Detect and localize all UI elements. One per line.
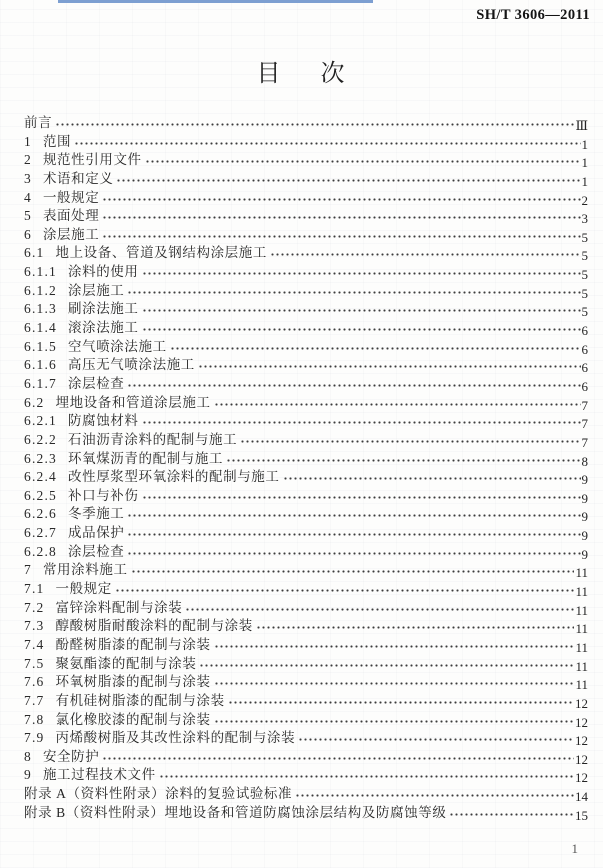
toc-entry-number: 9 [24, 767, 32, 783]
toc-entry-number: 7 [24, 562, 32, 578]
toc-entry-label: 一般规定 [55, 581, 112, 597]
toc-entry-label: 冬季施工 [68, 506, 125, 522]
dot-leader [256, 617, 575, 636]
toc-entry-label: 富锌涂料配制与涂装 [55, 599, 183, 615]
toc-entry-label: 补口与补伤 [68, 487, 139, 503]
toc-entry-page: 5 [581, 285, 588, 301]
dot-leader [298, 729, 574, 748]
dot-leader [228, 692, 574, 711]
toc-entry-page: 9 [581, 490, 588, 506]
toc-entry-page: 11 [575, 584, 588, 600]
toc-entry [24, 711, 588, 730]
toc-entry-number: 6.1.4 [24, 320, 57, 336]
toc-entry-number: 6.1.3 [24, 301, 57, 317]
toc-entry-label: 刷涂法施工 [68, 301, 139, 317]
toc-entry [24, 785, 588, 804]
toc-entry-label: 附录 A（资料性附录）涂料的复验试验标准 [24, 786, 293, 802]
toc-entry-label: 有机硅树脂漆的配制与涂装 [55, 692, 225, 708]
document-code: SH/T 3606—2011 [476, 7, 590, 23]
toc-entry [24, 636, 588, 655]
dot-leader [127, 505, 580, 524]
dot-leader [74, 133, 580, 152]
toc-entry [24, 263, 588, 282]
toc-entry-number: 6.2.7 [24, 525, 57, 541]
toc-entry-number: 7.2 [24, 599, 45, 615]
toc-entry [24, 114, 588, 133]
toc-entry [24, 487, 588, 506]
toc-entry [24, 766, 588, 785]
toc-entry-number: 6 [24, 226, 32, 242]
toc-entry-label: 丙烯酸树脂及其改性涂料的配制与涂装 [55, 730, 296, 746]
top-accent-bar [58, 0, 373, 3]
toc-entry-number: 7.9 [24, 730, 45, 746]
toc-entry-number: 7.3 [24, 618, 45, 634]
toc-entry-label: 改性厚浆型环氧涂料的配制与施工 [68, 469, 280, 485]
toc-entry-label: 环氧树脂漆的配制与涂装 [55, 674, 211, 690]
dot-leader [127, 543, 580, 562]
toc-entry-label: 氯化橡胶漆的配制与涂装 [55, 711, 211, 727]
toc-entry [24, 319, 588, 338]
dot-leader [295, 785, 574, 804]
dot-leader [102, 748, 574, 767]
toc-entry-page: 7 [581, 434, 588, 450]
toc-entry-page: 11 [575, 658, 588, 674]
toc-entry [24, 207, 588, 226]
toc-entry-number: 6.1.7 [24, 375, 57, 391]
toc-entry [24, 412, 588, 431]
toc-entry-label: 聚氨酯漆的配制与涂装 [55, 655, 197, 671]
toc-entry-number: 6.2.2 [24, 431, 57, 447]
dot-leader [240, 431, 580, 450]
toc-entry-number: 6.1.6 [24, 357, 57, 373]
toc-entry [24, 543, 588, 562]
dot-leader [214, 673, 575, 692]
toc-entry-label: 常用涂料施工 [42, 562, 128, 578]
toc-entry-number: 6.1.1 [24, 264, 57, 280]
toc-entry [24, 804, 588, 823]
toc-entry-page: 12 [575, 733, 588, 749]
toc-entry-label: 环氧煤沥青的配制与施工 [68, 450, 224, 466]
dot-leader [214, 394, 581, 413]
toc-entry-page: 14 [575, 789, 588, 805]
toc-entry [24, 133, 588, 152]
toc-entry [24, 505, 588, 524]
toc-entry-label: 涂层施工 [42, 226, 100, 242]
toc-entry-label: 涂层施工 [68, 282, 125, 298]
toc-entry-page: 6 [581, 341, 588, 357]
toc-entry-label: 空气喷涂法施工 [68, 338, 167, 354]
toc-entry-label: 附录 B（资料性附录）埋地设备和管道防腐蚀涂层结构及防腐蚀等级 [24, 804, 447, 820]
dot-leader [127, 375, 580, 394]
toc-entry-label: 埋地设备和管道涂层施工 [55, 394, 211, 410]
toc-entry-number: 8 [24, 748, 32, 764]
dot-leader [185, 599, 574, 618]
toc-entry-number: 6.2 [24, 394, 45, 410]
toc-entry [24, 375, 588, 394]
dot-leader [199, 655, 574, 674]
toc-entry-number: 6.2.4 [24, 469, 57, 485]
toc-entry-page: 15 [575, 807, 588, 823]
toc-entry [24, 673, 588, 692]
toc-entry [24, 655, 588, 674]
dot-leader [55, 114, 574, 133]
toc-entry-label: 涂层检查 [68, 375, 125, 391]
toc-entry-page: 2 [581, 192, 588, 208]
footer-page-number: 1 [571, 841, 578, 856]
toc-entry-label: 成品保护 [68, 525, 125, 541]
toc-entry-number: 7.7 [24, 692, 45, 708]
toc-entry [24, 450, 588, 469]
toc-entry-label: 涂料的使用 [68, 264, 139, 280]
dot-leader [142, 487, 581, 506]
toc-entry-label: 石油沥青涂料的配制与施工 [68, 431, 238, 447]
toc-entry-page: 3 [581, 211, 588, 227]
toc-entry-label: 前言 [24, 115, 53, 130]
toc-entry [24, 599, 588, 618]
page-title: 目 次 [256, 61, 347, 87]
toc-entry-label: 一般规定 [42, 189, 100, 205]
toc-entry-page: 1 [581, 173, 588, 189]
toc-entry-number: 5 [24, 208, 32, 224]
toc-entry-page: 12 [575, 695, 588, 711]
toc-entry-page: 6 [581, 360, 588, 376]
toc-entry-label: 防腐蚀材料 [68, 413, 139, 429]
toc-entry-page: 5 [581, 304, 588, 320]
toc-entry-number: 6.2.5 [24, 487, 57, 503]
dot-leader [226, 450, 580, 469]
toc-entry-page: 11 [575, 602, 588, 618]
dot-leader [142, 300, 581, 319]
toc-entry-number: 7.5 [24, 655, 45, 671]
dot-leader [283, 468, 581, 487]
toc-entry-label: 滚涂法施工 [68, 320, 139, 336]
toc-entry-page: 11 [575, 677, 588, 693]
toc-entry-label: 高压无气喷涂法施工 [68, 357, 195, 373]
toc-entry [24, 748, 588, 767]
toc-entry-number: 2 [24, 152, 32, 168]
toc-entry-number: 4 [24, 189, 32, 205]
toc-entry [24, 468, 588, 487]
toc-entry-label: 安全防护 [42, 748, 100, 764]
toc-entry-number: 7.1 [24, 581, 45, 597]
dot-leader [142, 263, 581, 282]
dot-leader [116, 170, 580, 189]
toc-entry-number: 6.1.5 [24, 338, 57, 354]
toc-entry-number: 3 [24, 170, 32, 186]
dot-leader [127, 282, 580, 301]
toc-entry-label: 表面处理 [42, 208, 100, 224]
dot-leader [102, 207, 580, 226]
toc-entry-label: 酚醛树脂漆的配制与涂装 [55, 636, 211, 652]
toc-entry-label: 涂层检查 [68, 543, 125, 559]
toc-entry [24, 431, 588, 450]
toc-entry [24, 226, 588, 245]
toc-entry-page: Ⅲ [575, 118, 588, 133]
toc-entry [24, 617, 588, 636]
toc-entry-number: 1 [24, 133, 32, 149]
toc-entry-page: 9 [581, 509, 588, 525]
toc-entry-label: 规范性引用文件 [42, 152, 142, 168]
toc-entry [24, 338, 588, 357]
dot-leader [145, 151, 581, 170]
toc-entry-label: 地上设备、管道及钢结构涂层施工 [55, 245, 267, 261]
toc-entry [24, 580, 588, 599]
toc-entry-number: 6.1 [24, 245, 45, 261]
toc-entry-page: 12 [575, 714, 588, 730]
dot-leader [142, 319, 581, 338]
toc-entry [24, 729, 588, 748]
toc-entry-page: 6 [581, 378, 588, 394]
dot-leader [159, 766, 574, 785]
toc-entry-number: 7.4 [24, 636, 45, 652]
toc-entry-page: 11 [575, 639, 588, 655]
toc-entry [24, 189, 588, 208]
dot-leader [198, 356, 581, 375]
toc-entry-label: 施工过程技术文件 [42, 767, 156, 783]
dot-leader [115, 580, 575, 599]
toc-entry [24, 356, 588, 375]
toc-entry [24, 394, 588, 413]
toc-entry-number: 6.1.2 [24, 282, 57, 298]
table-of-contents [24, 114, 588, 822]
toc-entry-page: 9 [581, 546, 588, 562]
toc-entry-page: 7 [581, 416, 588, 432]
toc-entry-page: 12 [575, 751, 588, 767]
toc-entry-page: 7 [581, 397, 588, 413]
toc-entry-page: 11 [575, 621, 588, 637]
dot-leader [131, 561, 575, 580]
dot-leader [127, 524, 580, 543]
toc-entry-page: 11 [575, 565, 588, 581]
toc-entry [24, 524, 588, 543]
toc-entry-page: 8 [581, 453, 588, 469]
toc-entry-page: 5 [581, 229, 588, 245]
toc-entry-page: 9 [581, 472, 588, 488]
dot-leader [170, 338, 581, 357]
toc-entry-number: 6.2.3 [24, 450, 57, 466]
toc-entry-page: 5 [581, 267, 588, 283]
toc-entry-label: 醇酸树脂耐酸涂料的配制与涂装 [55, 618, 253, 634]
toc-entry [24, 244, 588, 263]
toc-entry-label: 术语和定义 [42, 170, 114, 186]
toc-entry-page: 12 [575, 770, 588, 786]
dot-leader [214, 636, 575, 655]
toc-entry [24, 151, 588, 170]
dot-leader [270, 244, 581, 263]
toc-entry [24, 692, 588, 711]
toc-entry-number: 6.2.8 [24, 543, 57, 559]
dot-leader [449, 804, 574, 823]
toc-entry-page: 9 [581, 528, 588, 544]
toc-entry-label: 范围 [42, 133, 72, 149]
toc-entry-number: 6.2.1 [24, 413, 57, 429]
toc-entry-page: 1 [581, 136, 588, 152]
toc-entry-number: 7.8 [24, 711, 45, 727]
dot-leader [102, 226, 580, 245]
toc-entry [24, 300, 588, 319]
toc-entry-page: 1 [581, 155, 588, 171]
toc-entry [24, 170, 588, 189]
toc-entry [24, 282, 588, 301]
dot-leader [102, 189, 580, 208]
toc-entry-page: 6 [581, 323, 588, 339]
toc-entry-number: 7.6 [24, 674, 45, 690]
toc-entry-page: 5 [581, 248, 588, 264]
dot-leader [214, 711, 574, 730]
toc-entry [24, 561, 588, 580]
dot-leader [142, 412, 581, 431]
toc-entry-number: 6.2.6 [24, 506, 57, 522]
